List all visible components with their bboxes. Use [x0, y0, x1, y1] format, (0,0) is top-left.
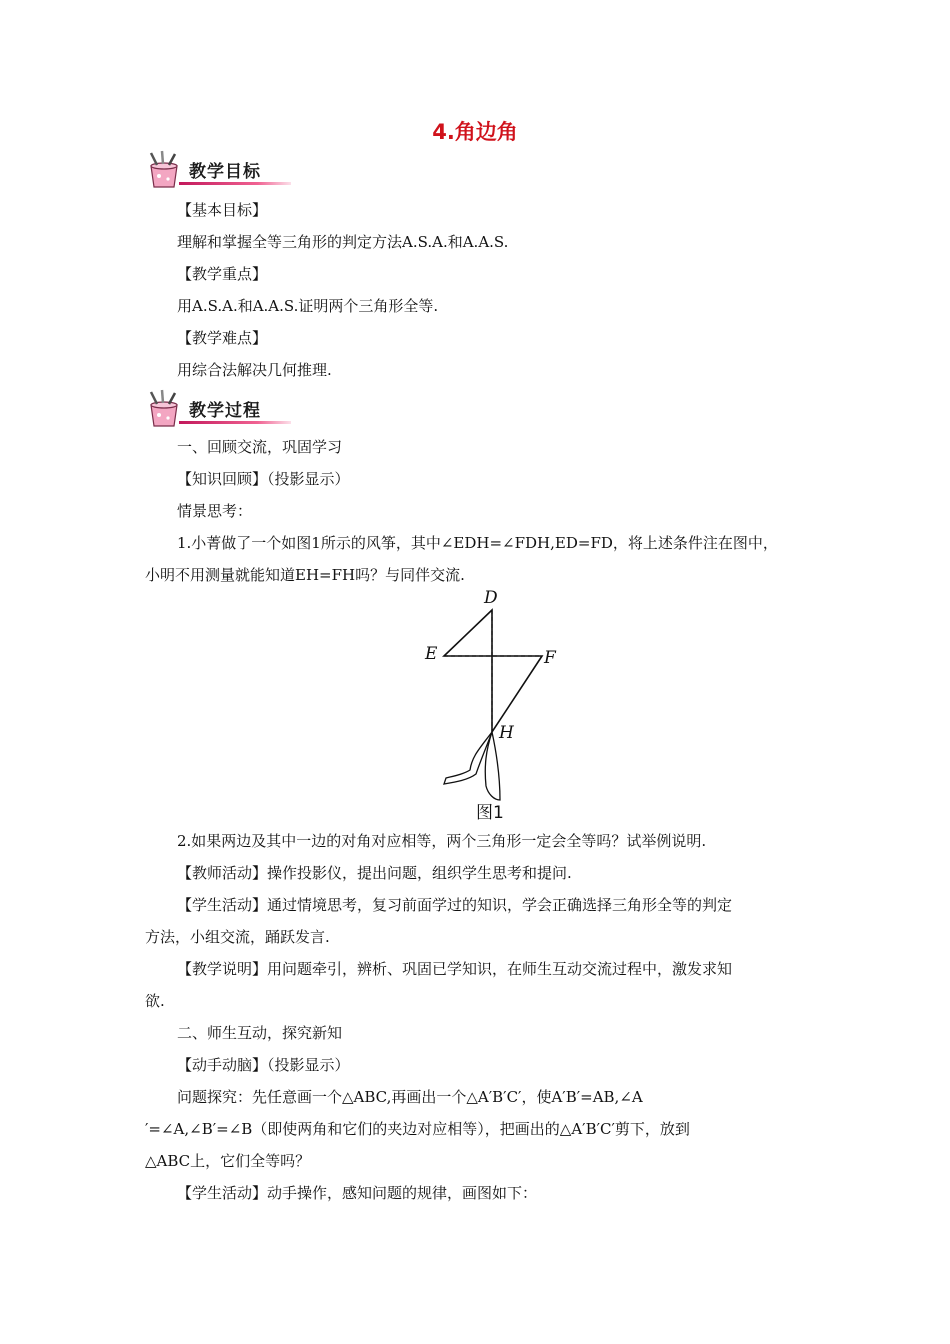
section-title-process: 教学过程 [189, 401, 261, 421]
teaching-note-line-2: 欲. [145, 992, 165, 1010]
hands-on-heading: 【动手动脑】（投影显示） [177, 1056, 350, 1074]
basic-goal-text: 理解和掌握全等三角形的判定方法A.S.A.和A.A.S. [177, 233, 509, 251]
explore-line-2: ′=∠A,∠B′=∠B（即使两角和它们的夹边对应相等），把画出的△A′B′C′剪下，放到 [145, 1120, 690, 1138]
question-2: 2.如果两边及其中一边的对角对应相等，两个三角形一定会全等吗？试举例说明. [177, 832, 707, 850]
vertex-label-d: D [484, 588, 498, 608]
kite-figure [420, 588, 570, 818]
explore-line-1: 问题探究：先任意画一个△ABC,再画出一个△A′B′C′，使A′B′=AB,∠A [177, 1088, 643, 1106]
question-1-line-1: 1.小菁做了一个如图1所示的风筝，其中∠EDH=∠FDH,ED=FD，将上述条件注在图中， [177, 534, 778, 552]
question-1-line-2: 小明不用测量就能知道EH=FH吗？与同伴交流. [145, 566, 465, 584]
section-underline [179, 421, 291, 424]
student-activity-line-1: 【学生活动】通过情境思考，复习前面学过的知识，学会正确选择三角形全等的判定 [177, 896, 733, 914]
page-title: 4.角边角 [432, 120, 518, 144]
section-banner-process [143, 389, 291, 429]
student-activity-line-2: 方法，小组交流，踊跃发言. [145, 928, 330, 946]
difficulty-text: 用综合法解决几何推理. [177, 361, 332, 379]
explore-line-3: △ABC上，它们全等吗？ [145, 1152, 311, 1170]
vertex-label-e: E [425, 644, 438, 664]
key-point-heading: 【教学重点】 [177, 265, 268, 283]
scenario-label: 情景思考： [177, 502, 253, 520]
vertex-label-h: H [499, 723, 514, 743]
section-underline [179, 182, 291, 185]
kite-diagram [420, 588, 570, 818]
part2-heading: 二、师生互动，探究新知 [177, 1024, 343, 1042]
teaching-note-line-1: 【教学说明】用问题牵引，辨析、巩固已学知识，在师生互动交流过程中，激发求知 [177, 960, 733, 978]
basic-goal-heading: 【基本目标】 [177, 201, 268, 219]
vertex-label-f: F [544, 648, 556, 668]
difficulty-heading: 【教学难点】 [177, 329, 268, 347]
key-point-text: 用A.S.A.和A.A.S.证明两个三角形全等. [177, 297, 439, 315]
figure-caption: 图1 [476, 803, 504, 823]
section-title-goals: 教学目标 [189, 162, 261, 182]
review-heading: 【知识回顾】（投影显示） [177, 470, 350, 488]
kite-outline [444, 610, 542, 732]
part1-heading: 一、回顾交流，巩固学习 [177, 438, 343, 456]
student-activity-2: 【学生活动】动手操作，感知问题的规律，画图如下： [177, 1184, 538, 1202]
section-banner-goals [143, 150, 291, 190]
teacher-activity: 【教师活动】操作投影仪，提出问题，组织学生思考和提问. [177, 864, 572, 882]
